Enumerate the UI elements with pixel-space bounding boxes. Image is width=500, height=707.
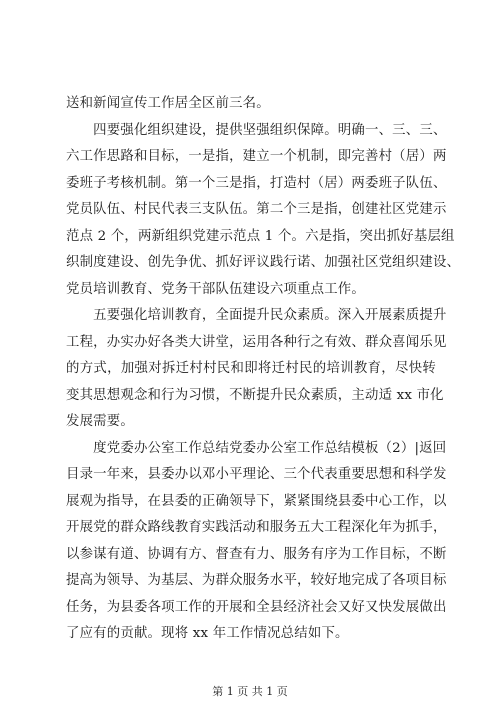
text-line: 党员队伍、村民代表三支队伍。第二个三是指，创建社区党建示 — [66, 202, 447, 217]
text-line: 党员培训教育、党务干部队伍建设六项重点工作。 — [66, 281, 365, 297]
text-line: 织制度建设、创先争优、抓好评议践行诺、加强社区党组织建设、 — [66, 255, 461, 270]
text-line: 送和新闻宣传工作居全区前三名。 — [66, 96, 270, 111]
text-line: 范点 2 个，两新组织党建示范点 1 个。六是指，突出抓好基层组 — [66, 228, 455, 244]
text-line: 五要强化培训教育，全面提升民众素质。深入开展素质提升 — [66, 308, 447, 323]
text-line: 变其思想观念和行为习惯，不断提升民众素质，主动适 xx 市化 — [66, 387, 444, 403]
text-line: 委班子考核机制。第一个三是指，打造村（居）两委班子队伍、 — [66, 175, 447, 191]
text-line: 四要强化组织建设，提供坚强组织保障。明确一、三、三、 — [66, 122, 447, 138]
text-line: 度党委办公室工作总结党委办公室工作总结模板（2）|返回 — [66, 440, 447, 456]
text-line: 了应有的贡献。现将 xx 年工作情况总结如下。 — [66, 626, 349, 641]
text-line: 以参谋有道、协调有方、督查有力、服务有序为工作目标，不断 — [66, 546, 447, 562]
text-line: 展观为指导，在县委的正确领导下，紧紧围绕县委中心工作，以 — [66, 493, 447, 509]
text-line: 发展需要。 — [66, 414, 134, 429]
text-line: 工程，办实办好各类大讲堂，运用各种行之有效、群众喜闻乐见 — [66, 334, 447, 350]
text-line: 开展党的群众路线教育实践活动和服务五大工程深化年为抓手， — [66, 520, 447, 535]
text-line: 的方式，加强对拆迁村村民和即将迁村民的培训教育，尽快转 — [66, 361, 436, 376]
text-line: 提高为领导、为基层、为群众服务水平，较好地完成了各项目标 — [66, 573, 447, 588]
document-body — [66, 91, 461, 648]
page-footer: 第 1 页 共 1 页 — [212, 685, 288, 698]
text-line: 任务，为县委各项工作的开展和全县经济社会又好又快发展做出 — [66, 599, 447, 615]
text-line: 目录一年来，县委办以邓小平理论、三个代表重要思想和科学发 — [66, 467, 447, 482]
text-line: 六工作思路和目标，一是指，建立一个机制，即完善村（居）两 — [66, 149, 447, 164]
